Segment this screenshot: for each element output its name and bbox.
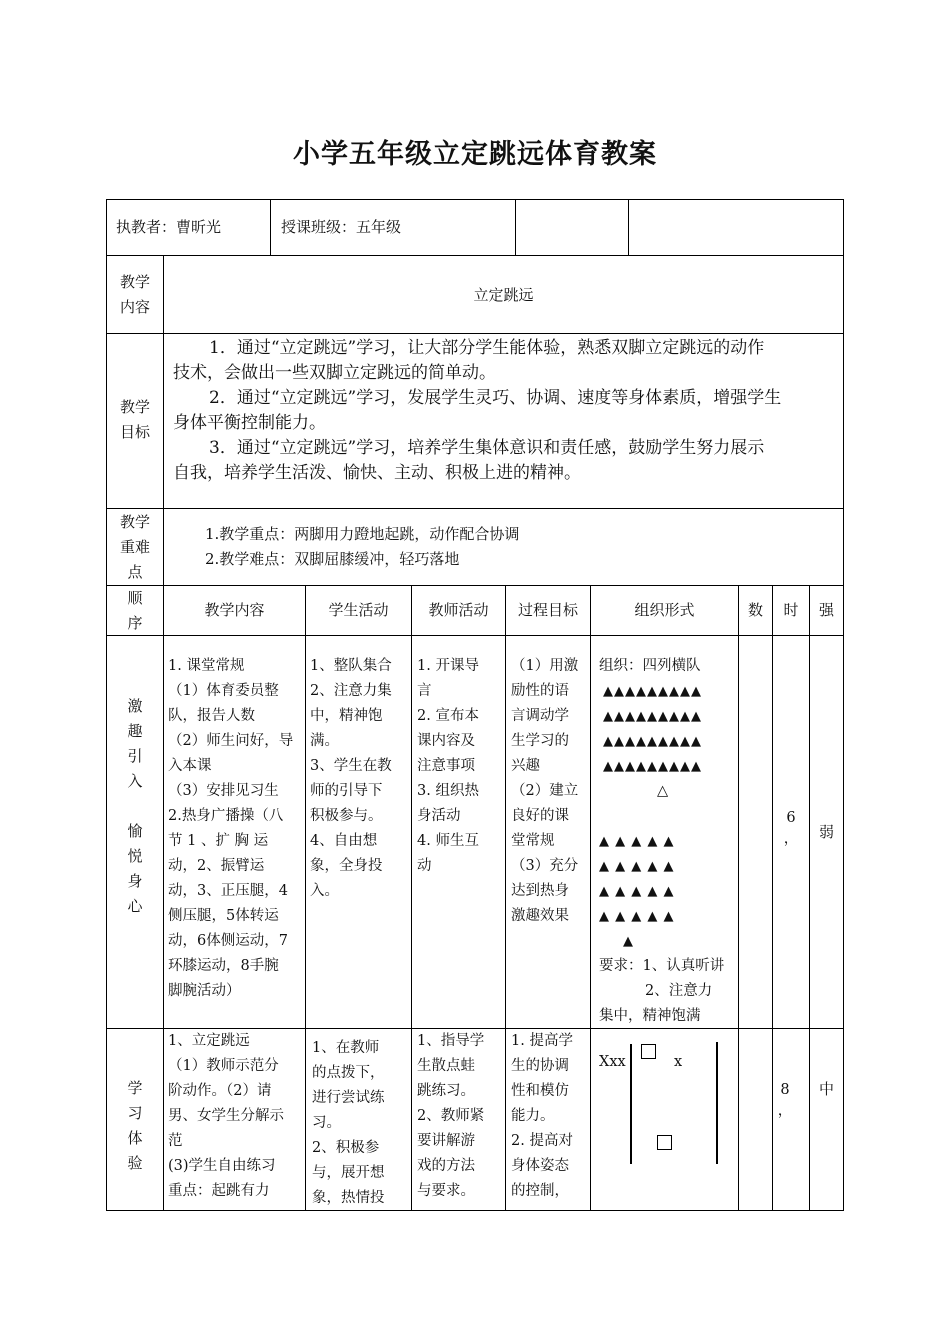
col-time: 时 — [783, 601, 799, 619]
col-content: 教学内容 — [204, 601, 265, 619]
formation-row: ▲▲▲▲▲▲▲▲▲ — [603, 709, 702, 724]
section1-stage: 激 趣 引 入 愉 悦 身 心 — [127, 697, 143, 915]
org-x-label: x — [674, 1054, 683, 1070]
section2-content: 1、立定跳远 （1）教师示范分 阶动作。（2）请 男、女学生分解示 范 (3)学生自由练习 重点：起跳有力 — [168, 1033, 284, 1199]
content-label: 教学 内容 — [119, 273, 150, 316]
section1-org — [599, 654, 737, 1029]
col-goal: 过程目标 — [517, 601, 578, 619]
org-xxx-label: Xxx — [599, 1054, 626, 1070]
requirement-3: 集中，精神饱满 — [599, 1008, 701, 1024]
section2-intensity: 中 — [818, 1080, 834, 1098]
col-org: 组织形式 — [634, 601, 695, 619]
section1-intensity: 弱 — [818, 823, 834, 841]
col-order: 顺 序 — [127, 589, 143, 632]
teacher-name: 执教者：曹昕光 — [116, 218, 222, 236]
requirement-2: 2、注意力 — [645, 983, 713, 999]
mat-square-icon — [641, 1044, 656, 1059]
formation-row: ▲▲▲▲▲▲▲▲▲ — [603, 759, 702, 774]
col-teacher: 教师活动 — [428, 601, 489, 619]
formation-row: ▲ ▲ ▲ ▲ ▲ — [599, 834, 675, 849]
keypoint-2: 2.教学难点：双脚屈膝缓冲，轻巧落地 — [205, 550, 460, 568]
goal-2-line-2: 身体平衡控制能力。 — [173, 413, 326, 433]
goal-2-line-1: 2．通过“立定跳远”学习，发展学生灵巧、协调、速度等身体素质，增强学生 — [209, 388, 782, 408]
formation-row: ▲ ▲ ▲ ▲ ▲ — [599, 884, 675, 899]
page-title: 小学五年级立定跳远体育教案 — [293, 139, 657, 170]
leader-mark: ▲ — [623, 934, 634, 949]
goals-text — [173, 336, 837, 486]
teacher-position-mark: △ — [657, 783, 669, 799]
goal-1-line-1: 1．通过“立定跳远”学习，让大部分学生能体验，熟悉双脚立定跳远的动作 — [209, 338, 765, 358]
section2-student: 1、在教师 的点拨下， 进行尝试练 习。 2、积极参 与，展开想 象，热情投 — [312, 1040, 385, 1206]
keypoint-1: 1.教学重点：两脚用力蹬地起跳，动作配合协调 — [205, 525, 520, 543]
section1-student: 1、整队集合 2、注意力集 中，精神饱 满。 3、学生在教 师的引导下 积极参与。 4、自由想 象，全身投 入。 — [310, 658, 392, 899]
jump-line-left — [630, 1044, 632, 1164]
class-level: 授课班级：五年级 — [281, 218, 402, 236]
col-count: 数 — [747, 601, 763, 619]
goal-3-line-2: 自我，培养学生活泼、愉快、主动、积极上进的精神。 — [173, 463, 581, 483]
formation-row: ▲▲▲▲▲▲▲▲▲ — [603, 734, 702, 749]
formation-row: ▲▲▲▲▲▲▲▲▲ — [603, 684, 702, 699]
col-student: 学生活动 — [328, 601, 389, 619]
section2-goal: 1. 提高学 生的协调 性和模仿 能力。 2. 提高对 身体姿态 的控制， — [511, 1033, 573, 1199]
keypoints-label: 教学 重难 点 — [119, 513, 150, 581]
section1-time: 6 ， — [783, 810, 799, 847]
content-value: 立定跳远 — [473, 286, 534, 304]
goal-1-line-2: 技术，会做出一些双脚立定跳远的简单动。 — [173, 363, 496, 383]
goal-3-line-1: 3．通过“立定跳远”学习，培养学生集体意识和责任感，鼓励学生努力展示 — [209, 438, 765, 458]
section1-goal: （1）用激 励性的语 言调动学 生学习的 兴趣 （2）建立 良好的课 堂常规 （3）充分 达到热身 激趣效果 — [511, 658, 579, 924]
section2-stage: 学 习 体 验 — [127, 1079, 143, 1172]
section2-time: 8 ， — [777, 1082, 793, 1119]
section1-teacher: 1. 开课导 言 2. 宣布本 课内容及 注意事项 3. 组织热 身活动 4. 师生互 动 — [417, 658, 479, 874]
section1-content: 1. 课堂常规 （1）体育委员整 队，报告人数 （2）师生问好，导 入本课 （3）安排见习生 2.热身广播操（八 节 1 、扩 胸 运 动，2、振臂运 动，3、正压腿，4 侧压腿，5体转运 动，6体侧运动，7 环膝运动，8手腕 脚腕活动） — [168, 658, 294, 999]
section2-teacher: 1、指导学 生散点蛙 跳练习。 2、教师紧 要讲解游 戏的方法 与要求。 — [417, 1033, 485, 1199]
requirement-1: 要求：1、认真听讲 — [599, 958, 725, 974]
org-title: 组织：四列横队 — [599, 658, 701, 674]
formation-row: ▲ ▲ ▲ ▲ ▲ — [599, 859, 675, 874]
mat-square-icon — [657, 1135, 672, 1150]
goals-label: 教学 目标 — [119, 398, 150, 441]
col-intensity: 强 — [818, 601, 834, 619]
formation-row: ▲ ▲ ▲ ▲ ▲ — [599, 909, 675, 924]
jump-line-right — [716, 1042, 718, 1164]
